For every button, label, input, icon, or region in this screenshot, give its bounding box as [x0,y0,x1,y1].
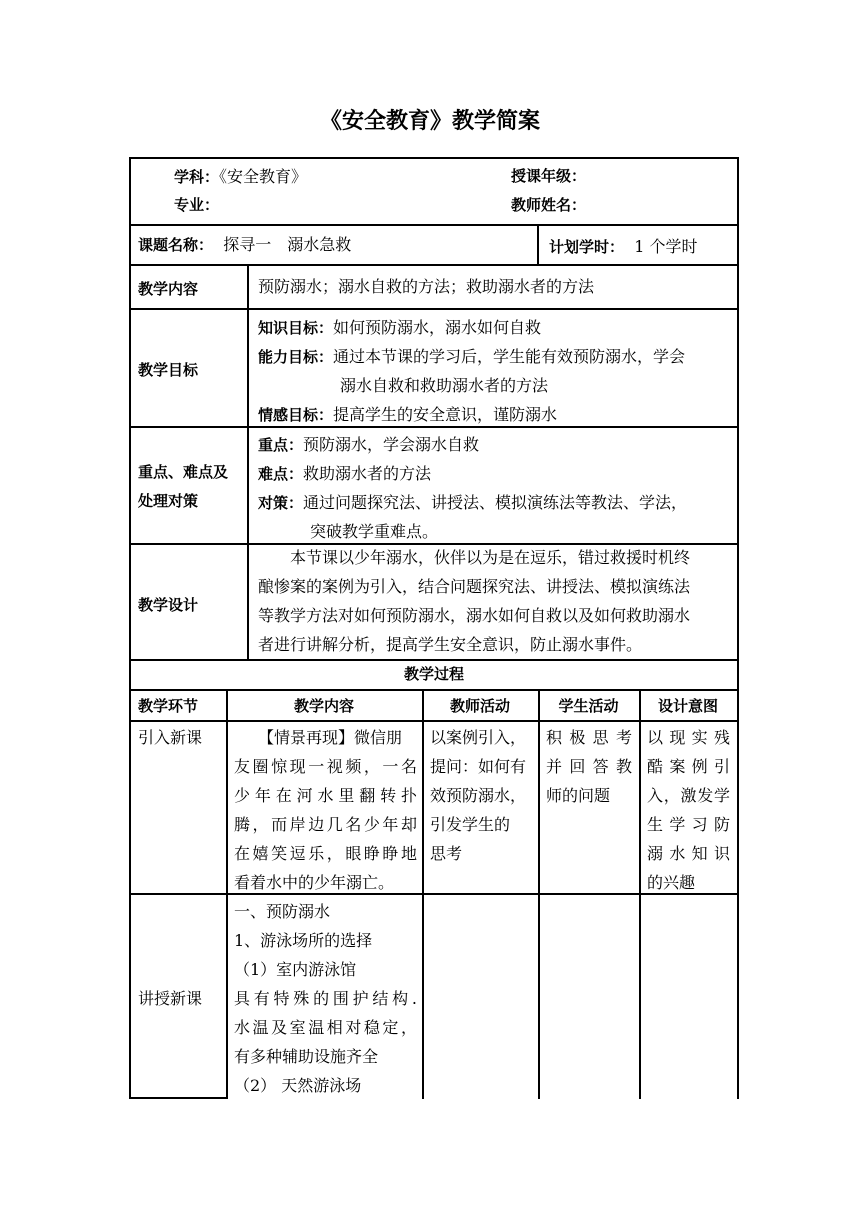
column-header-content: 教学内容 [293,697,354,715]
difficult-point-label: 难点： [258,465,304,483]
stage-cell: 引入新课 [138,728,203,747]
content-line: 1、游泳场所的选择 [234,931,373,950]
content-line: 友圈惊现一视频，一名 [234,757,417,776]
teacher-line: 效预防溺水， [430,786,527,805]
topic-field [138,230,351,260]
grade-label: 授课年级： [511,167,587,185]
ability-goal [258,342,685,372]
key-points-label-1: 重点、难点及 [138,463,229,481]
content-line: 水温及室温相对稳定， [234,1018,417,1037]
difficult-point [258,459,431,489]
key-point [258,430,479,460]
topic-label: 课题名称： [138,236,214,254]
content-line: 少年在河水里翻转扑 [234,786,417,805]
intent-line: 以现实残 [647,728,730,747]
teacher-line: 提问：如何有 [430,757,527,776]
emotion-goal-value: 提高学生的安全意识，谨防溺水 [333,405,558,424]
emotion-goal-label: 情感目标： [258,406,334,424]
column-header-student: 学生活动 [558,697,619,715]
subject-value: 《安全教育》 [219,167,308,186]
intent-line: 酷案例引 [647,757,730,776]
page-title: 《安全教育》教学简案 [319,109,540,134]
hours-value: 1 个学时 [634,237,698,256]
intent-line: 溺水知识 [647,844,730,863]
topic-value: 探寻一 溺水急救 [223,235,352,254]
strategy-continued: 突破教学重难点。 [310,522,439,541]
goals-label: 教学目标 [138,361,199,379]
major-label: 专业： [174,196,220,214]
stage-cell: 讲授新课 [138,989,203,1008]
content-line: 具有特殊的围护结构. [234,989,417,1008]
strategy [258,488,687,518]
subject-field [174,162,307,192]
design-line: 者进行讲解分析，提高学生安全意识，防止溺水事件。 [258,635,643,654]
column-header-intent: 设计意图 [657,697,718,715]
content-label: 教学内容 [138,280,199,298]
intent-line: 生学习防 [647,815,730,834]
content-line: 【情景再现】微信朋 [234,728,403,747]
knowledge-goal [258,313,541,343]
hours-field [549,232,697,262]
emotion-goal [258,400,557,430]
key-point-value: 预防溺水，学会溺水自救 [303,435,480,454]
content-line: （1）室内游泳馆 [234,960,357,979]
student-line: 师的问题 [546,786,611,805]
process-heading: 教学过程 [403,665,464,683]
student-line: 积极思考 [546,728,632,747]
content-line: 腾，而岸边几名少年却 [234,815,417,834]
column-header-stage: 教学环节 [138,697,199,715]
subject-label: 学科： [174,168,220,186]
ability-goal-label: 能力目标： [258,348,334,366]
ability-goal-continued: 溺水自救和救助溺水者的方法 [340,376,549,395]
content-value: 预防溺水；溺水自救的方法；救助溺水者的方法 [258,277,595,296]
design-label: 教学设计 [138,596,199,614]
teacher-line: 以案例引入， [430,728,527,747]
knowledge-goal-label: 知识目标： [258,319,334,337]
strategy-label: 对策： [258,494,304,512]
intent-line: 的兴趣 [647,873,696,892]
teacher-line: 思考 [430,844,463,863]
content-line: （2） 天然游泳场 [234,1076,362,1095]
ability-goal-value: 通过本节课的学习后，学生能有效预防溺水，学会 [333,347,686,366]
teacher-label: 教师姓名： [511,196,587,214]
content-line: 看着水中的少年溺亡。 [234,873,395,892]
design-line: 等教学方法对如何预防溺水，溺水如何自救以及如何救助溺水 [258,606,691,625]
design-line: 本节课以少年溺水，伙伴以为是在逗乐，错过救援时机终 [258,548,691,567]
hours-label: 计划学时： [549,238,625,256]
teacher-line: 引发学生的 [430,815,511,834]
student-line: 并回答教 [546,757,632,776]
difficult-point-value: 救助溺水者的方法 [303,464,432,483]
content-line: 在嬉笑逗乐，眼睁睁地 [234,844,417,863]
intent-line: 入，激发学 [647,786,730,805]
knowledge-goal-value: 如何预防溺水，溺水如何自救 [333,318,542,337]
design-line: 酿惨案的案例为引入，结合问题探究法、讲授法、模拟演练法 [258,577,691,596]
content-line: 有多种辅助设施齐全 [234,1047,379,1066]
key-points-label-2: 处理对策 [138,492,199,510]
key-point-label: 重点： [258,436,304,454]
content-line: 一、预防溺水 [234,902,331,921]
column-header-teacher: 教师活动 [449,697,510,715]
strategy-value: 通过问题探究法、讲授法、模拟演练法等教法、学法， [303,493,688,512]
